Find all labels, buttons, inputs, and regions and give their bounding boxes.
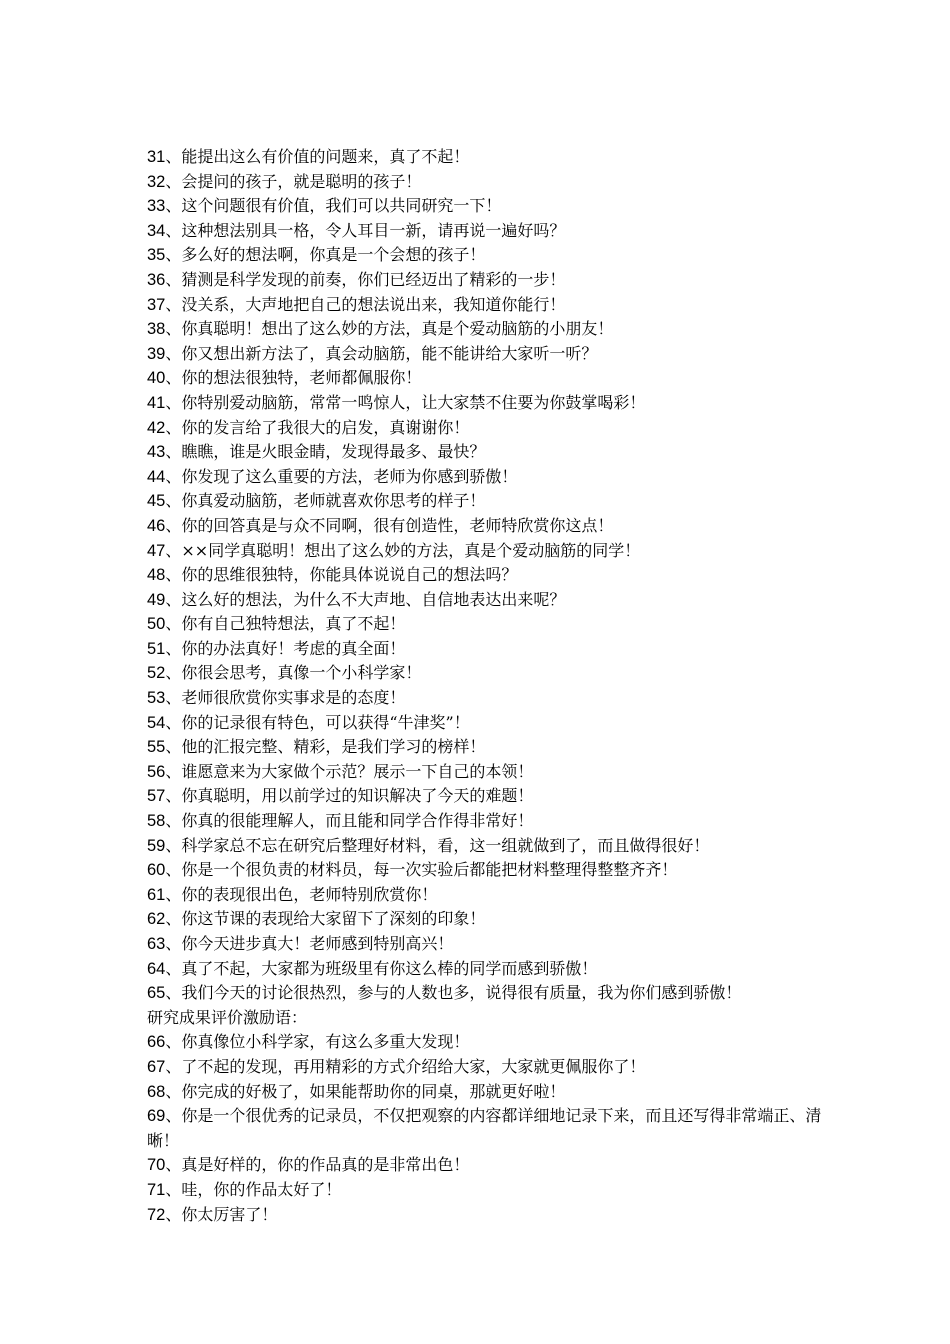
list-item (147, 1055, 847, 1080)
item-text: 你这节课的表现给大家留下了深刻的印象！ (181, 909, 486, 929)
list-item (147, 858, 847, 883)
item-separator: 、 (165, 147, 182, 166)
item-text: 你的记录很有特色，可以获得“牛津奖”！ (181, 712, 470, 732)
list-item (147, 440, 847, 465)
item-number: 67 (147, 1057, 166, 1076)
list-item (147, 170, 847, 195)
list-item (147, 1080, 847, 1105)
item-separator: 、 (165, 909, 182, 929)
item-number: 56 (147, 762, 166, 781)
list-item (147, 883, 847, 908)
item-separator: 、 (165, 368, 182, 388)
list-item (147, 1178, 847, 1203)
item-text: ××同学真聪明！想出了这么妙的方法，真是个爱动脑筋的同学！ (181, 540, 641, 560)
item-separator: 、 (165, 269, 182, 289)
item-text: 你的办法真好！考虑的真全面！ (181, 638, 406, 658)
list-item (147, 243, 847, 268)
item-text: 你真爱动脑筋，老师就喜欢你思考的样子！ (181, 491, 486, 511)
item-number: 38 (147, 320, 166, 339)
item-separator: 、 (165, 1032, 182, 1052)
list-item (147, 366, 847, 391)
document-page (147, 145, 847, 1227)
item-separator: 、 (165, 614, 182, 634)
item-separator: 、 (165, 343, 182, 363)
section-heading: 研究成果评价激励语： (147, 1007, 308, 1027)
list-item (147, 588, 847, 613)
item-separator: 、 (165, 835, 182, 855)
item-text: 你的发言给了我很大的启发，真谢谢你！ (181, 417, 470, 437)
item-separator: 、 (165, 220, 182, 240)
item-separator: 、 (165, 712, 182, 732)
list-item (147, 145, 847, 170)
item-text: 你真聪明！想出了这么妙的方法，真是个爱动脑筋的小朋友！ (181, 319, 614, 339)
list-item (147, 809, 847, 834)
item-number: 34 (147, 221, 166, 240)
item-number: 41 (147, 393, 166, 412)
item-text: 这么好的想法，为什么不大声地、自信地表达出来呢？ (181, 589, 566, 609)
item-separator: 、 (165, 319, 182, 339)
list-item (147, 416, 847, 441)
item-text: 真是好样的，你的作品真的是非常出色！ (181, 1155, 470, 1175)
item-number: 40 (147, 369, 166, 388)
item-number: 58 (147, 812, 166, 831)
item-number: 62 (147, 910, 166, 929)
item-separator: 、 (165, 1204, 182, 1224)
item-separator: 、 (165, 786, 182, 806)
list-item (147, 760, 847, 785)
item-text: 你真的很能理解人，而且能和同学合作得非常好！ (181, 811, 534, 831)
item-number: 45 (147, 492, 166, 511)
item-text: 你发现了这么重要的方法，老师为你感到骄傲！ (181, 466, 518, 486)
item-number: 51 (147, 639, 166, 658)
item-number: 68 (147, 1082, 166, 1101)
item-text: 你的表现很出色，老师特别欣赏你！ (181, 884, 438, 904)
item-separator: 、 (165, 1155, 182, 1175)
item-separator: 、 (165, 565, 182, 585)
item-text: 你真像位小科学家，有这么多重大发现！ (181, 1032, 470, 1052)
item-separator: 、 (165, 466, 182, 486)
item-text: 科学家总不忘在研究后整理好材料，看，这一组就做到了，而且做得很好！ (181, 835, 710, 855)
item-number: 70 (147, 1156, 166, 1175)
item-separator: 、 (165, 491, 182, 511)
item-number: 47 (147, 541, 166, 560)
item-separator: 、 (165, 1106, 182, 1126)
item-separator: 、 (165, 245, 182, 265)
item-separator: 、 (165, 663, 182, 683)
item-separator: 、 (165, 811, 182, 831)
item-separator: 、 (165, 392, 182, 412)
list-item (147, 514, 847, 539)
encouragement-list (147, 145, 847, 1006)
item-text: 能提出这么有价值的问题来，真了不起！ (181, 147, 470, 166)
list-item (147, 907, 847, 932)
list-item (147, 711, 847, 736)
item-text: 你是一个很优秀的记录员，不仅把观察的内容都详细地记录下来，而且还写得非常端正、清晰！ (147, 1106, 822, 1150)
list-item (147, 1104, 837, 1153)
item-text: 你完成的好极了，如果能帮助你的同桌，那就更好啦！ (181, 1081, 566, 1101)
item-text: 他的汇报完整、精彩，是我们学习的榜样！ (181, 737, 486, 757)
item-number: 65 (147, 984, 166, 1003)
item-separator: 、 (165, 638, 182, 658)
item-separator: 、 (165, 515, 182, 535)
item-number: 35 (147, 246, 166, 265)
item-number: 57 (147, 787, 166, 806)
list-item (147, 563, 847, 588)
list-item (147, 194, 847, 219)
item-separator: 、 (165, 540, 182, 560)
item-separator: 、 (165, 860, 182, 880)
item-number: 72 (147, 1205, 166, 1224)
item-number: 60 (147, 861, 166, 880)
item-number: 54 (147, 713, 166, 732)
list-item (147, 957, 847, 982)
list-item (147, 317, 847, 342)
item-text: 你很会思考，真像一个小科学家！ (181, 663, 422, 683)
list-item (147, 465, 847, 490)
item-text: 没关系，大声地把自己的想法说出来，我知道你能行！ (181, 294, 566, 314)
item-number: 52 (147, 664, 166, 683)
item-separator: 、 (165, 171, 182, 191)
item-separator: 、 (165, 417, 182, 437)
item-text: 会提问的孩子，就是聪明的孩子！ (181, 171, 422, 191)
research-result-list (147, 1030, 847, 1227)
item-separator: 、 (165, 1081, 182, 1101)
list-item (147, 268, 847, 293)
item-separator: 、 (165, 934, 182, 953)
item-separator: 、 (165, 1179, 182, 1199)
list-item (147, 637, 847, 662)
list-item (147, 1203, 847, 1228)
list-item (147, 293, 847, 318)
item-number: 36 (147, 270, 166, 289)
item-text: 你今天进步真大！老师感到特别高兴！ (181, 934, 454, 953)
list-item (147, 219, 847, 244)
item-separator: 、 (165, 196, 182, 216)
item-text: 多么好的想法啊，你真是一个会想的孩子！ (181, 245, 486, 265)
item-number: 49 (147, 590, 166, 609)
item-number: 43 (147, 443, 166, 462)
list-item (147, 981, 847, 1006)
item-text: 你真聪明，用以前学过的知识解决了今天的难题！ (181, 786, 534, 806)
list-item (147, 932, 847, 957)
item-text: 你的思维很独特，你能具体说说自己的想法吗？ (181, 565, 518, 585)
item-text: 这个问题很有价值，我们可以共同研究一下！ (181, 196, 502, 216)
item-separator: 、 (165, 958, 182, 978)
item-number: 33 (147, 197, 166, 216)
item-number: 69 (147, 1107, 166, 1126)
list-item (147, 1153, 847, 1178)
item-separator: 、 (165, 589, 182, 609)
list-item (147, 342, 847, 367)
item-number: 71 (147, 1180, 166, 1199)
item-separator: 、 (165, 294, 182, 314)
item-text: 你是一个很负责的材料员，每一次实验后都能把材料整理得整整齐齐！ (181, 860, 678, 880)
item-text: 你太厉害了！ (181, 1204, 278, 1224)
item-separator: 、 (165, 1056, 182, 1076)
item-number: 46 (147, 516, 166, 535)
item-text: 瞧瞧，谁是火眼金睛，发现得最多、最快？ (181, 442, 486, 462)
item-text: 哇，你的作品太好了！ (181, 1179, 342, 1199)
item-separator: 、 (165, 761, 182, 781)
item-separator: 、 (165, 688, 182, 708)
list-item (147, 539, 847, 564)
item-separator: 、 (165, 884, 182, 904)
item-number: 64 (147, 959, 166, 978)
list-item (147, 784, 847, 809)
item-number: 61 (147, 885, 166, 904)
item-number: 48 (147, 566, 166, 585)
item-text: 你有自己独特想法，真了不起！ (181, 614, 406, 634)
item-text: 你又想出新方法了，真会动脑筋，能不能讲给大家听一听？ (181, 343, 598, 363)
item-text: 猜测是科学发现的前奏，你们已经迈出了精彩的一步！ (181, 269, 566, 289)
list-item (147, 661, 847, 686)
item-number: 39 (147, 344, 166, 363)
item-text: 你的回答真是与众不同啊，很有创造性，老师特欣赏你这点！ (181, 515, 614, 535)
item-number: 37 (147, 295, 166, 314)
item-separator: 、 (165, 442, 182, 462)
list-item (147, 735, 847, 760)
item-number: 42 (147, 418, 166, 437)
item-text: 你的想法很独特，老师都佩服你！ (181, 368, 422, 388)
list-item (147, 489, 847, 514)
list-item (147, 391, 847, 416)
item-number: 55 (147, 738, 166, 757)
item-text: 这种想法别具一格，令人耳目一新，请再说一遍好吗？ (181, 220, 566, 240)
list-item (147, 686, 847, 711)
item-number: 50 (147, 615, 166, 634)
item-number: 59 (147, 836, 166, 855)
item-separator: 、 (165, 737, 182, 757)
list-item (147, 834, 847, 859)
item-text: 我们今天的讨论很热烈，参与的人数也多，说得很有质量，我为你们感到骄傲！ (181, 983, 742, 1003)
item-number: 63 (147, 935, 166, 953)
item-number: 53 (147, 689, 166, 708)
list-item (147, 612, 847, 637)
item-text: 谁愿意来为大家做个示范？展示一下自己的本领！ (181, 761, 534, 781)
item-number: 31 (147, 148, 166, 166)
item-number: 44 (147, 467, 166, 486)
item-text: 老师很欣赏你实事求是的态度！ (181, 688, 406, 708)
list-item (147, 1030, 847, 1055)
item-separator: 、 (165, 983, 182, 1003)
item-number: 66 (147, 1033, 166, 1052)
item-number: 32 (147, 172, 166, 191)
item-text: 真了不起，大家都为班级里有你这么棒的同学而感到骄傲！ (181, 958, 598, 978)
item-text: 了不起的发现，再用精彩的方式介绍给大家，大家就更佩服你了！ (181, 1056, 646, 1076)
item-text: 你特别爱动脑筋，常常一鸣惊人，让大家禁不住要为你鼓掌喝彩！ (181, 392, 646, 412)
